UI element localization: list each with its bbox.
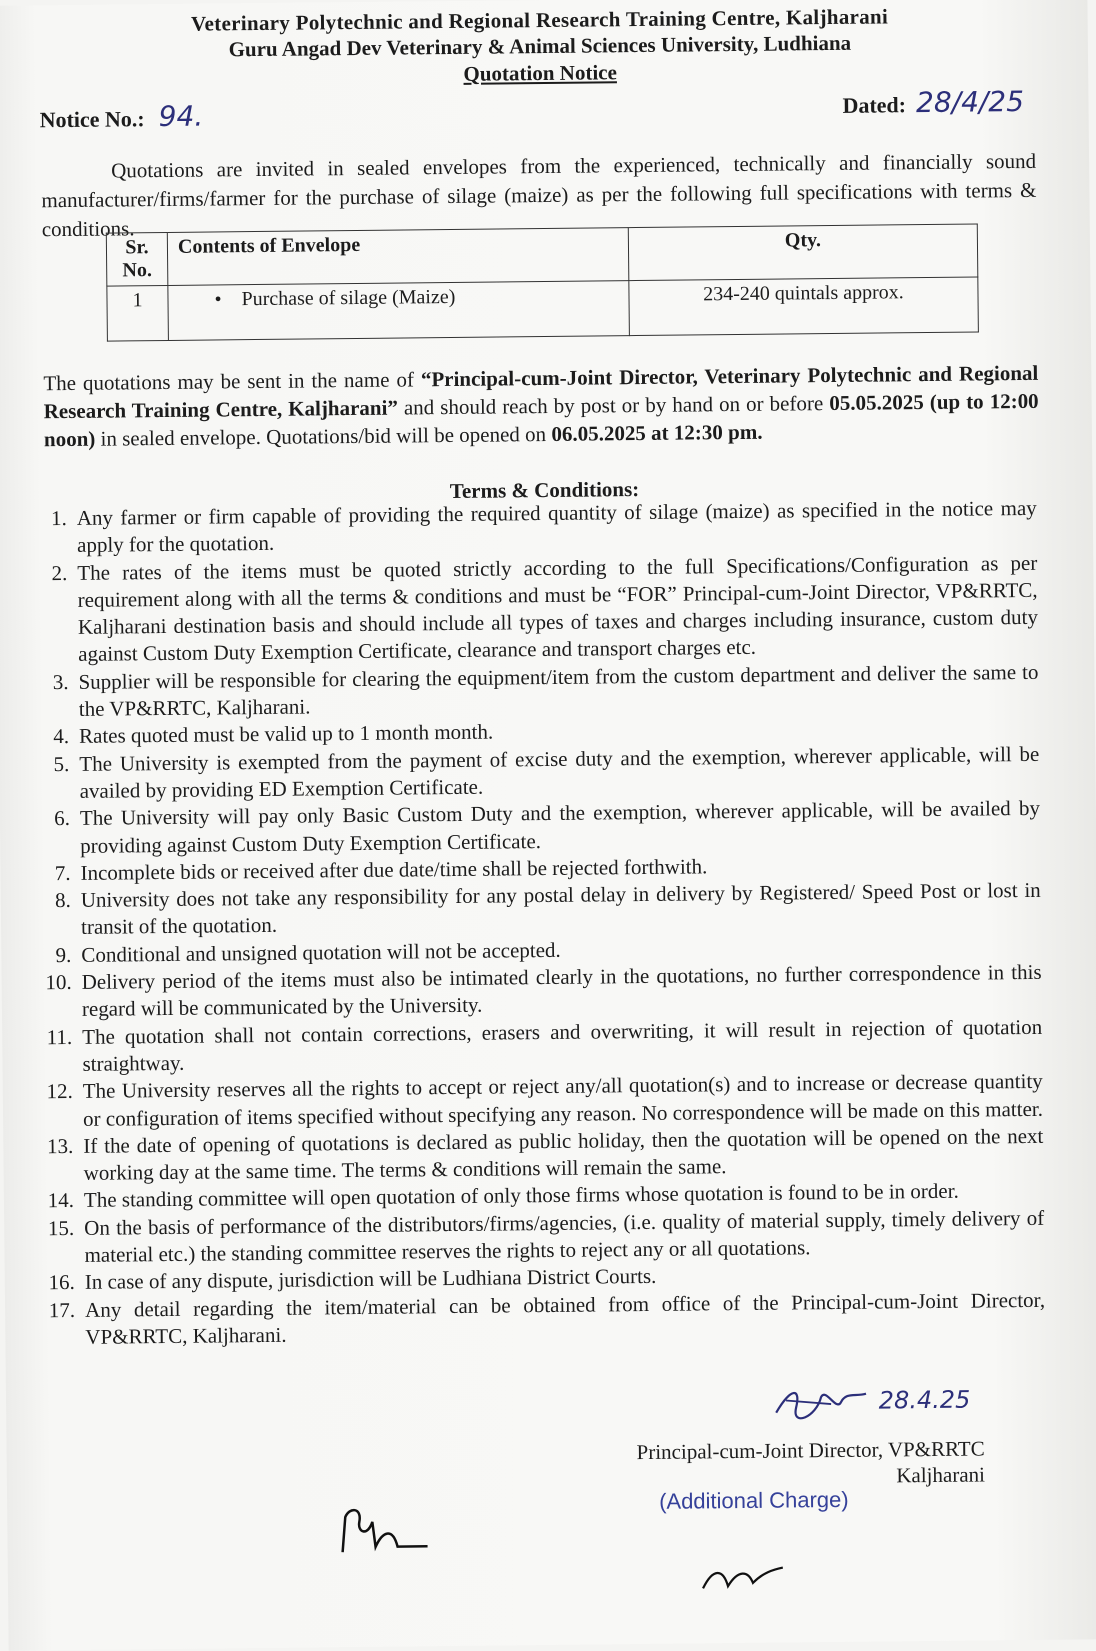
table-header-row [106,224,978,286]
table-row [107,277,979,341]
term-number: 3. [52,669,69,694]
term-text: The University reserves all the rights to accept or reject any/all quotation(s) and to increase or decrease quantity or configuration of items specified without specifying any reason. No correspondence will be made on this matter. [82,1069,1044,1131]
term-text: Any farmer or firm capable of providing the required quantity of silage (maize) as specified in the notice may apply for the quotation. [76,495,1037,558]
term-text: If the date of opening of quotations is declared as public holiday, then the quotation will be opened on the next working day at the same time. The terms & conditions will remain the same. [83,1123,1044,1186]
initials-left-icon [337,1501,438,1562]
signature-date: 28.4.25 [878,1385,971,1415]
signatory-block [636,1435,985,1491]
institution-name: Veterinary Polytechnic and Regional Research Training Centre, Kaljharani [190,4,889,36]
term-text: In case of any dispute, jurisdiction will be Ludhiana District Courts. [84,1264,657,1295]
term-text: On the basis of performance of the distributors/firms/agencies, (i.e. quality of material supply, timely delivery of material etc.) the standing committee reserves the rights to reject any or all quotations. [84,1205,1045,1267]
intro-text: Quotations are invited in sealed envelopes from the experienced, technically and financially sound manufacturer/firms/farmer for the purchase of silage (maize) as per the following full specifications with terms & conditions. [41,148,1037,242]
row-contents: Purchase of silage (Maize) [241,285,456,311]
signatory-title: Principal-cum-Joint Director, VP&RRTC [636,1436,985,1465]
term-number: 10. [45,970,72,995]
term-number: 4. [53,724,70,749]
term-number: 9. [55,942,72,967]
term-number: 15. [47,1215,75,1240]
header-sr-no: Sr. No. [106,232,168,286]
signature [771,1381,971,1423]
notice-date-label: Dated: [842,92,907,118]
term-item [27,549,1038,669]
term-text: Conditional and unsigned quotation will not be accepted. [81,937,561,967]
term-number: 2. [51,560,68,585]
terms-heading: Terms & Conditions: [449,477,640,504]
initials-bottom-icon [698,1558,788,1599]
term-number: 17. [48,1297,76,1322]
term-number: 16. [48,1270,75,1295]
term-text: Delivery period of the items must also be intimated clearly in the quotations, no further correspondence in this regard will be communicated by the University. [81,959,1042,1022]
term-text: The standing committee will open quotation of only those firms whose quotation is found to be in order. [83,1179,959,1213]
row-contents-cell [168,281,630,341]
term-number: 14. [47,1188,75,1213]
term-number: 11. [46,1024,73,1049]
term-text: The University will pay only Basic Custom Duty and the exemption, wherever applicable, will be availed by providing against Custom Duty Exemption Certificate. [79,796,1041,858]
term-number: 13. [46,1133,74,1159]
items-table [106,223,979,341]
letterhead [0,2,1088,91]
notice-date-value: 28/4/25 [915,84,1025,120]
term-item [35,1286,1046,1351]
term-text: Rates quoted must be valid up to 1 month month. [78,719,494,749]
header-qty: Qty. [628,224,978,281]
bullet-icon: • [214,288,222,311]
term-text: Supplier will be responsible for clearing the equipment/item from the custom department and deliver the same to the VP&RRTC, Kaljharani. [78,659,1039,721]
submission-text-2: and should reach by post or by hand on or before [397,391,830,420]
term-text: Any detail regarding the item/material can be obtained from office of the Principal-cum-Joint Director, VP&RRTC, Kaljharani. [84,1287,1046,1349]
document-title: Quotation Notice [463,60,617,86]
signatory-place: Kaljharani [896,1462,986,1488]
term-number: 7. [54,860,71,886]
additional-charge-stamp: (Additional Charge) [658,1486,849,1514]
notice-number-value: 94. [158,99,204,134]
term-text: The quotation shall not contain corrections, erasers and overwriting, it will result in rejection of quotation straightway. [82,1014,1043,1076]
header-contents: Contents of Envelope [167,228,629,286]
term-number: 12. [46,1079,73,1104]
row-qty: 234-240 quintals approx. [629,277,979,336]
term-text: The rates of the items must be quoted strictly according to the full Specifications/Configuration as per requirement along with all the terms & conditions and must be “FOR” Principal-cum-Joint Director, VP&RRTC, Kaljharani destination basis and should include all types of taxes and charges including insurance, custom duty against Custom Duty Exemption Certificate, clearance and transport charges etc. [77,550,1039,667]
term-number: 1. [50,506,67,531]
university-name: Guru Angad Dev Veterinary & Animal Sciences University, Ludhiana [228,30,852,62]
term-number: 8. [54,888,71,913]
row-sr-no: 1 [107,285,169,341]
opening-date: 06.05.2025 at 12:30 pm. [551,419,763,446]
submission-text-3: in sealed envelope. Quotations/bid will be opened on [95,421,552,451]
notice-date [842,85,1024,120]
terms-list [27,495,1046,1352]
term-number: 6. [54,806,71,831]
term-text: The University is exempted from the payment of excise duty and the exemption, wherever applicable, will be availed by providing ED Exemption Certificate. [79,741,1040,803]
term-text: Incomplete bids or received after due date/time shall be rejected forthwith. [80,854,708,885]
signature-scribble-icon [771,1382,871,1423]
term-text: University does not take any responsibility for any postal delay in delivery by Registered/ Speed Post or lost in transit of the quotation. [80,878,1041,940]
term-number: 5. [53,751,70,776]
submission-paragraph [43,359,1039,453]
notice-number [39,100,203,135]
notice-number-label: Notice No.: [39,106,145,133]
addressee: “Principal-cum-Joint Director, Veterinary Polytechnic and Regional Research Training Centre, Kaljharani” [43,360,1039,424]
due-date: 05.05.2025 (up to 12:00 noon) [43,388,1039,452]
submission-text-1: The quotations may be sent in the name of [43,367,421,396]
